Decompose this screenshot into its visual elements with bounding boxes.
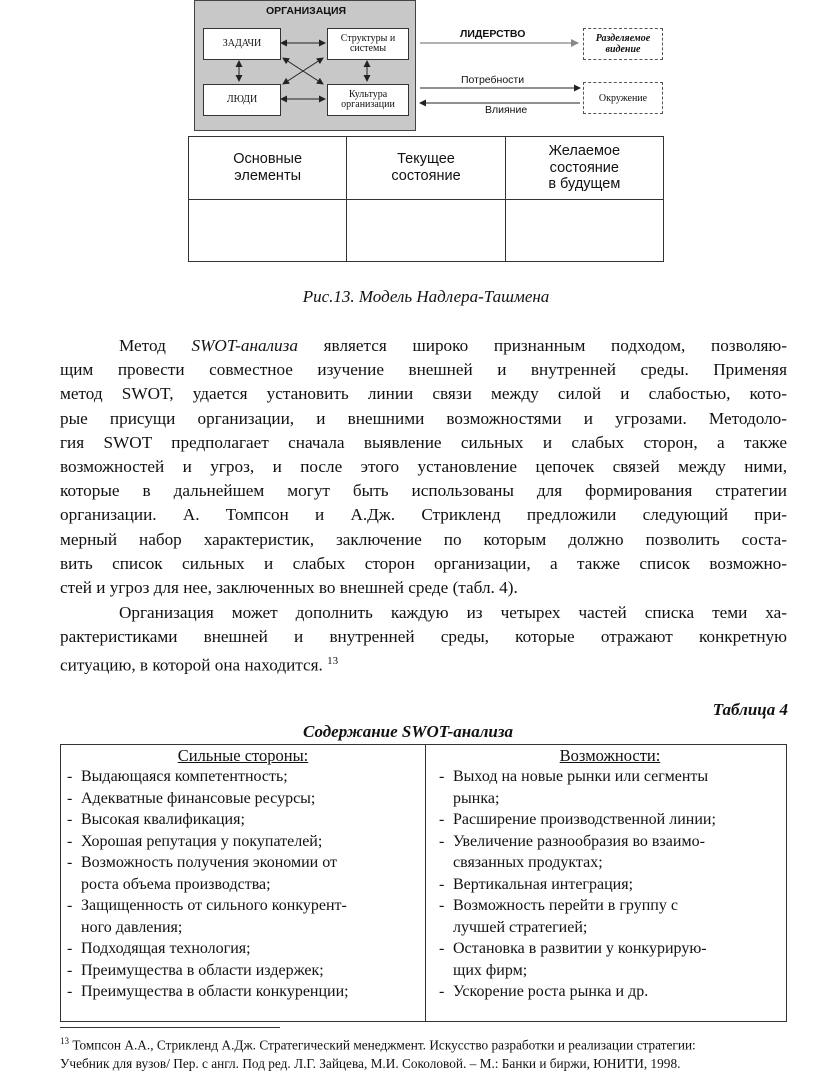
list-item-text: Адекватные финансовые ресурсы; — [81, 789, 316, 807]
cell-text: Текущее — [397, 151, 455, 168]
list-item-text: ного давления; — [81, 918, 183, 936]
opportunities-list — [433, 766, 787, 1003]
list-item-text: Хорошая репутация у покупателей; — [81, 832, 323, 850]
dash-bullet: - — [439, 832, 445, 850]
influence-label: Влияние — [485, 104, 528, 116]
footnote-number: 13 — [60, 1036, 69, 1046]
dash-bullet: - — [439, 875, 445, 893]
list-item — [61, 788, 425, 810]
dash-bullet: - — [67, 811, 73, 828]
strengths-header: Сильные стороны: — [177, 746, 309, 765]
paragraph-line: Организация может дополнить каждую из четырех частей списка теми ха- — [119, 603, 787, 622]
footnote — [60, 1032, 795, 1073]
dash-bullet: - — [67, 961, 73, 979]
cell-text: Желаемое — [548, 142, 621, 159]
list-item — [61, 960, 425, 982]
paragraph-line: организации. А. Томпсон и А.Дж. Стрикленд предложили следующий при- — [60, 505, 787, 525]
list-item — [433, 938, 787, 960]
paragraph-line — [60, 649, 787, 676]
list-item-text: связанных продуктах; — [453, 854, 603, 871]
list-item-text: лучшей стратегией; — [453, 918, 588, 936]
column-divider — [425, 745, 426, 1021]
list-item — [433, 831, 787, 853]
empty-cell — [347, 200, 505, 262]
opportunities-column — [433, 745, 787, 1021]
dash-bullet: - — [439, 983, 445, 1000]
paragraph-line — [60, 334, 787, 358]
leadership-label: ЛИДЕРСТВО — [460, 28, 526, 40]
list-item-text: Возможность получения экономии от — [81, 854, 337, 871]
dash-bullet: - — [439, 897, 445, 914]
dash-bullet: - — [439, 811, 445, 828]
list-item-text: Подходящая технология; — [81, 940, 251, 957]
list-item-text: щих фирм; — [453, 961, 528, 979]
text-run: ситуацию, в которой она находится. — [60, 656, 328, 676]
structures-label-2: системы — [349, 43, 387, 54]
cell-text: элементы — [234, 168, 302, 184]
strengths-list — [61, 766, 425, 1003]
paragraph-line: рактеристиками внешней и внутренней среды, которые отражают конкретную — [60, 627, 787, 647]
empty-cell — [189, 200, 347, 262]
paragraph-line: вить список сильных и слабых сторон организации, а также список возможно- — [60, 553, 787, 573]
list-item — [61, 809, 425, 831]
list-item — [61, 917, 425, 939]
dash-bullet: - — [67, 768, 73, 785]
opportunities-header: Возможности: — [559, 746, 661, 765]
list-item — [433, 981, 787, 1003]
list-item-text: рынка; — [453, 789, 500, 807]
dash-bullet: - — [67, 897, 73, 914]
list-item — [433, 917, 787, 939]
organization-title: ОРГАНИЗАЦИЯ — [265, 5, 347, 17]
paragraph-line: гия SWOT предполагает сначала выявление сильных и слабых сторон, а также — [60, 432, 787, 452]
list-item-text: Увеличение разнообразия во взаимо- — [453, 832, 705, 850]
figure-table-cell-current-state — [347, 137, 505, 200]
paragraph-line: рые присущи организации, и внешними возможностями и угрозами. Методоло- — [60, 408, 787, 428]
list-item-text: Возможность перейти в группу с — [453, 897, 678, 914]
footnote-rule — [60, 1027, 280, 1028]
people-label: ЛЮДИ — [226, 93, 258, 105]
dash-bullet: - — [67, 789, 73, 807]
cell-text: Основные — [233, 151, 303, 168]
cell-text: состояние — [549, 159, 619, 176]
shared-vision-label-2: видение — [605, 44, 641, 55]
list-item-text: Преимущества в области издержек; — [81, 961, 324, 979]
culture-label-1: Культура — [348, 88, 388, 100]
list-item — [433, 852, 787, 874]
tasks-label: ЗАДАЧИ — [222, 37, 262, 49]
footnote-reference[interactable]: 13 — [327, 655, 339, 668]
figure-table — [188, 136, 664, 262]
list-item-text: Преимущества в области конкуренции; — [81, 983, 349, 1000]
figure-table-header-row — [189, 137, 664, 200]
figure-caption: Рис.13. Модель Надлера-Ташмена — [302, 287, 550, 306]
figure-table-empty-row — [189, 200, 664, 262]
strengths-column — [61, 745, 425, 1021]
cell-text: состояние — [391, 168, 461, 184]
text-run: Метод — [119, 336, 192, 355]
empty-cell — [505, 200, 663, 262]
swot-italic-term: SWOT-анализа — [191, 336, 298, 355]
list-item — [433, 809, 787, 831]
needs-label: Потребности — [461, 74, 525, 86]
paragraph-line: стей и угроз для нее, заключенных во внешней среде (табл. 4). — [60, 577, 518, 597]
dash-bullet: - — [67, 983, 73, 1000]
figure-table-cell-basic-elements — [189, 137, 347, 200]
environment-label: Окружение — [598, 92, 648, 104]
list-item-text: Высокая квалификация; — [81, 811, 245, 828]
swot-table — [60, 744, 787, 1022]
structures-label-1: Структуры и — [340, 32, 396, 44]
shared-vision-box — [583, 28, 663, 60]
list-item-text: роста объема производства; — [81, 875, 271, 893]
table-number: Таблица 4 — [712, 700, 788, 719]
footnote-text: Томпсон А.А., Стрикленд А.Дж. Стратегический менеджмент. Искусство разработки и реализации стратегии: — [69, 1037, 696, 1053]
list-item — [433, 895, 787, 917]
list-item — [61, 852, 425, 874]
list-item — [61, 831, 425, 853]
paragraph-line: которые в дальнейшем могут быть использованы для формирования стратегии — [60, 481, 787, 501]
list-item — [433, 960, 787, 982]
paragraph-line: возможностей и угроз, и после этого установление цепочек связей между ними, — [60, 456, 787, 476]
list-item — [61, 895, 425, 917]
dash-bullet: - — [67, 854, 73, 871]
list-item-text: Защищенность от сильного конкурент- — [81, 897, 347, 914]
list-item-text: Выход на новые рынки или сегменты — [453, 768, 709, 785]
text-run: является широко признанным подходом, позволяю- — [297, 336, 787, 355]
list-item — [61, 874, 425, 896]
list-item — [61, 938, 425, 960]
paragraph-organization — [60, 601, 787, 674]
paragraph-line: мерный набор характеристик, заключение по которым должно позволить соста- — [60, 529, 787, 549]
list-item-text: Вертикальная интеграция; — [453, 875, 634, 893]
dash-bullet: - — [67, 940, 73, 957]
figure-table-cell-desired-state — [505, 137, 663, 200]
list-item-text: Остановка в развитии у конкурирую- — [453, 940, 707, 957]
dash-bullet: - — [439, 940, 445, 957]
paragraph-line: метод SWOT, удается установить линии связи между силой и слабостью, кото- — [60, 384, 787, 404]
culture-label-2: организации — [341, 99, 395, 110]
cell-text: в будущем — [548, 176, 621, 193]
list-item — [433, 874, 787, 896]
table-title: Содержание SWOT-анализа — [302, 722, 514, 741]
list-item — [433, 766, 787, 788]
list-item-text: Ускорение роста рынка и др. — [453, 983, 649, 1000]
footnote-line-1 — [60, 1032, 795, 1055]
paragraph-line: щим провести совместное изучение внешней и внутренней среды. Применяя — [60, 360, 787, 380]
list-item — [433, 788, 787, 810]
shared-vision-label-1: Разделяемое — [595, 33, 651, 44]
environment-box — [583, 82, 663, 114]
dash-bullet: - — [67, 832, 73, 850]
list-item — [61, 981, 425, 1003]
paragraph-swot-method — [60, 334, 787, 600]
list-item-text: Выдающаяся компетентность; — [81, 768, 288, 785]
list-item — [61, 766, 425, 788]
list-item-text: Расширение производственной линии; — [453, 811, 716, 828]
dash-bullet: - — [439, 768, 445, 785]
footnote-line-2: Учебник для вузов/ Пер. с англ. Под ред. Л.Г. Зайцева, М.И. Соколовой. – М.: Банки и биржи, ЮНИТИ, 1998. — [60, 1055, 681, 1071]
figure-arrows — [0, 0, 816, 135]
